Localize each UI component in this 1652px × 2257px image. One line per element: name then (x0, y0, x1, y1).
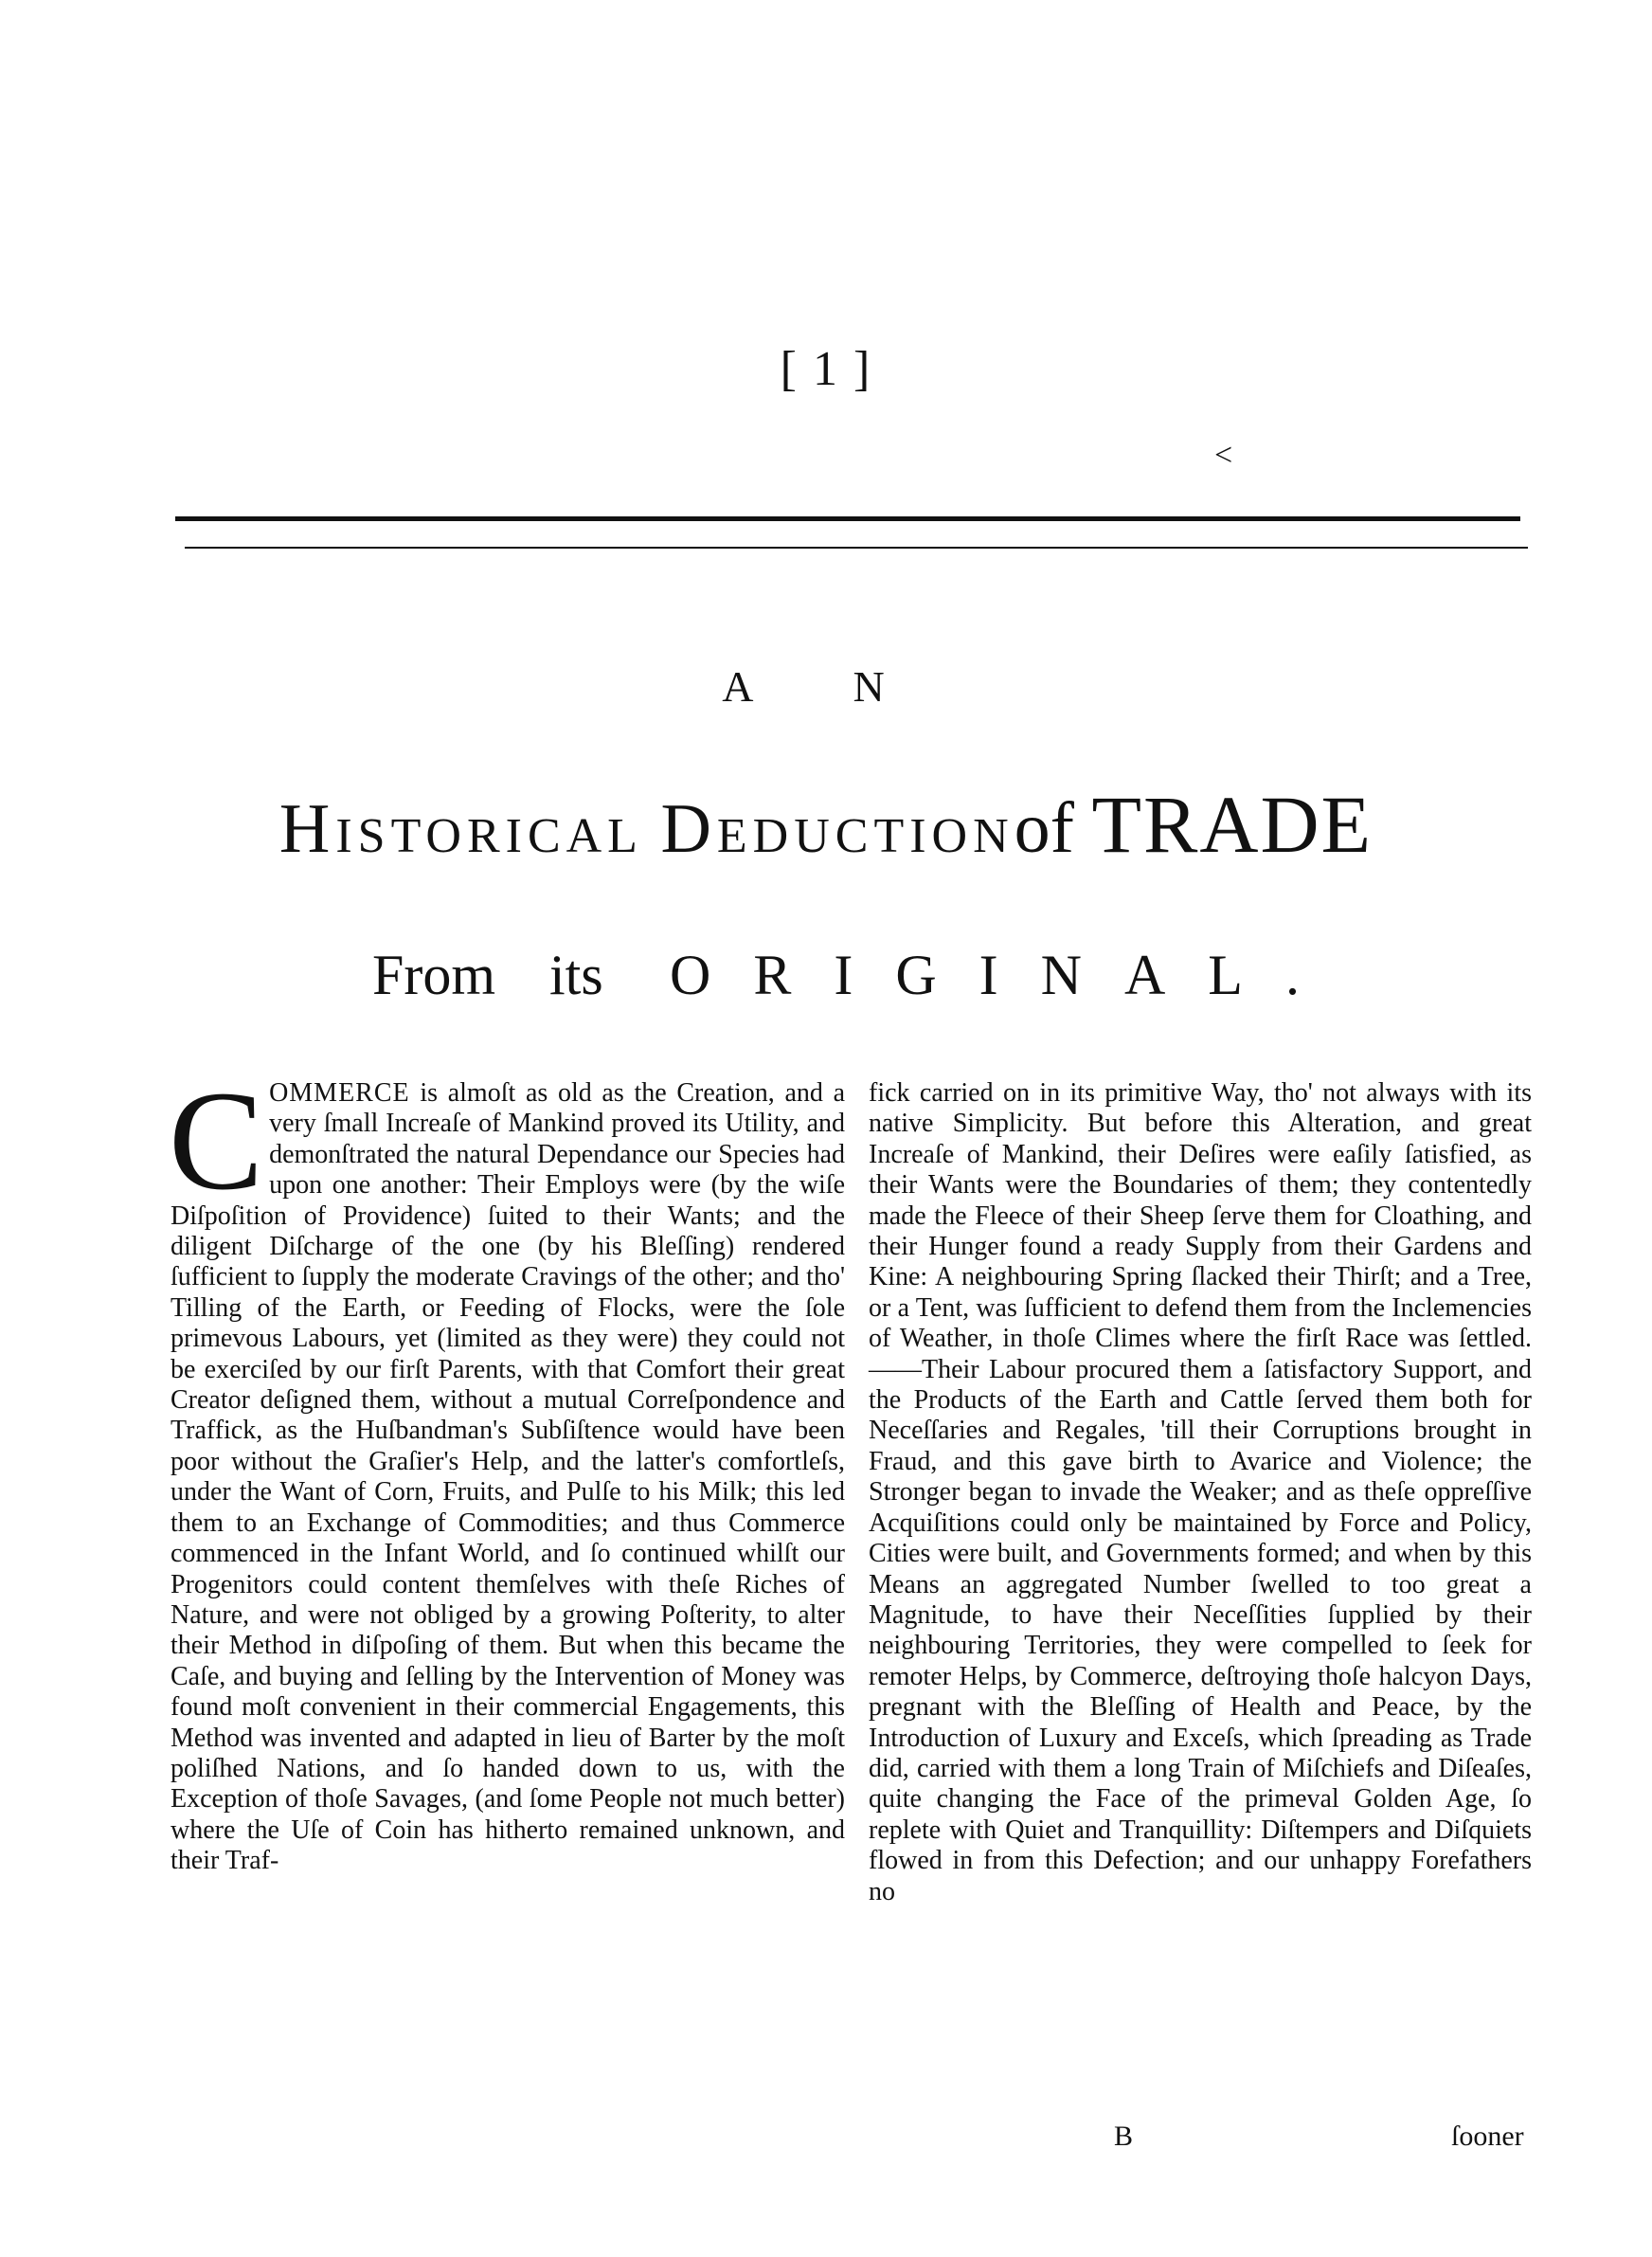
catchword: ſooner (1451, 2121, 1524, 2152)
title-word-deduction: Deduction (660, 790, 1015, 868)
lead-word: OMMERCE (269, 1078, 410, 1108)
double-rule-thin (185, 547, 1528, 549)
double-rule-thick (175, 516, 1520, 521)
subtitle-original: ORIGINAL. (670, 944, 1342, 1006)
page-number: [ 1 ] (780, 342, 872, 396)
subtitle-its: its (549, 944, 603, 1006)
title-word-of: of (1014, 788, 1074, 868)
drop-cap: C (169, 1062, 264, 1219)
title-word-historical: Historical (278, 790, 643, 868)
body-left-column (169, 1062, 845, 1877)
subtitle-from: From (372, 944, 496, 1006)
signature-mark: B (1114, 2121, 1134, 2152)
right-column-text: fick carried on in its primitive Way, tho' not always with its native Simplicity. But before this Alteration, and great Increaſe of Mankind, their Deſires were eaſily ſatisfied, as their Wants were the Boundaries of them; they contentedly made the Fleece of their Sheep ſerve them for Cloathing, and their Hunger found a ready Supply from their Gardens and Kine: A neighbouring Spring ſlacked their Thirſt; and a Tree, or a Tent, was ſufficient to defend them from the Inclemencies of Weather, in thoſe Climes where the firſt Race was ſettled.——Their Labour procured them a ſatisfactory Support, and the Products of the Earth and Cattle ſerved them both for Neceſſaries and Regales, 'till their Corruptions brought in Fraud, and this gave birth to Avarice and Violence; the Stronger began to invade the Weaker; and as theſe oppreſſive Acquiſitions could only be maintained by Force and Policy, Cities were built, and Governments formed; and when by this Means an aggregated Number ſwelled to too great a Magnitude, to have their Neceſſities ſupplied by their neighbouring Territories, they were compelled to ſeek for remoter Helps, by Commerce, deſtroying thoſe halcyon Days, pregnant with the Bleſſing of Health and Peace, by the Introduction of Luxury and Exceſs, which ſpreading as Trade did, carried with them a long Train of Miſchiefs and Diſeaſes, quite changing the Face of the primeval Golden Age, ſo replete with Quiet and Tranquillity: Diſtempers and Diſquiets flowed in from this Defection; and our unhappy Forefathers no (869, 1078, 1532, 1906)
title-article: A N (722, 662, 930, 711)
left-column-text: is almoſt as old as the Creation, and a very ſmall Increaſe of Mankind proved its Utility, and demonſtrated the natural Dependance our Species had upon one another: Their Employs were (by the wiſe Diſpoſition of Providence) ſuited to their Wants; and the diligent Diſcharge of the one (by his Bleſſing) rendered ſufficient to ſupply the moderate Cravings of the other; and tho' Tilling of the Earth, or Feeding of Flocks, were the ſole primevous Labours, yet (limited as they were) they could not be exerciſed by our firſt Parents, with that Comfort their great Creator deſigned them, without a mutual Correſpondence and Traffick, as the Huſbandman's Subſiſtence would have been poor without the Graſier's Help, and the latter's comfortleſs, under the Want of Corn, Fruits, and Pulſe to his Milk; this led them to an Exchange of Commodities; and thus Commerce commenced in the Infant World, and ſo continued whilſt our Progenitors could content themſelves with theſe Riches of Nature, and were not obliged by a growing Poſterity, to alter their Method in diſpoſing of them. But when this became the Caſe, and buying and ſelling by the Intervention of Money was found moſt convenient in their commercial Engagements, this Method was invented and adapted in lieu of Barter by the moſt poliſhed Nations, and ſo handed down to us, with the Exception of thoſe Savages, (and ſome People not much better) where the Uſe of Coin has hitherto remained unknown, and their Traf- (171, 1078, 845, 1876)
title-word-trade: TRADE (1091, 779, 1374, 870)
stray-mark: < (1214, 438, 1233, 473)
main-title (0, 777, 1652, 872)
body-right-column (869, 1078, 1532, 1907)
